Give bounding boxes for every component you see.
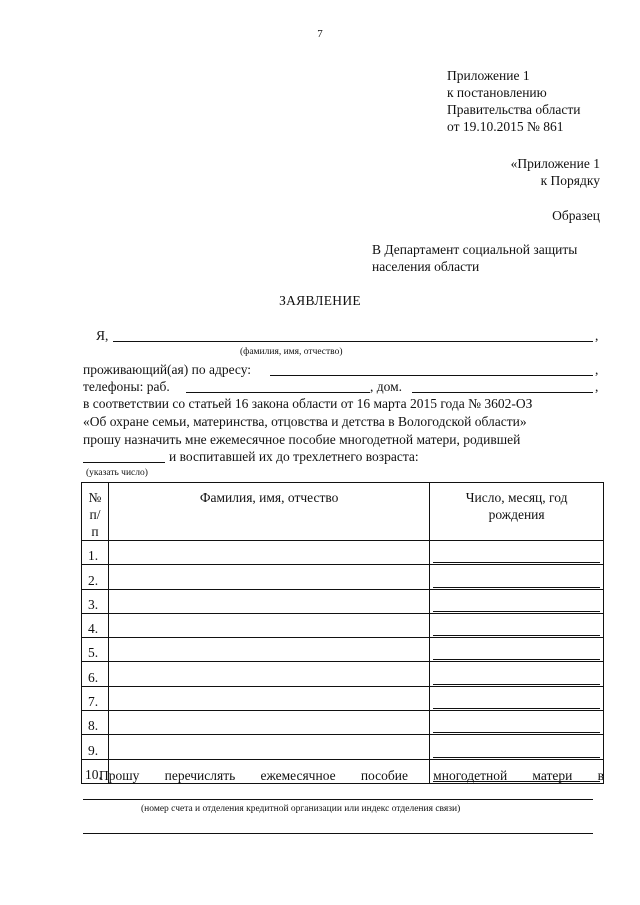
account-number-field[interactable]	[83, 799, 593, 800]
addressee	[372, 241, 612, 275]
table-row	[82, 565, 604, 589]
statement-line: прошу назначить мне ежемесячное пособие многодетной матери, родившей	[83, 432, 521, 447]
row-number: 7.	[82, 686, 109, 710]
child-name-cell[interactable]	[108, 565, 429, 589]
child-name-cell[interactable]	[108, 613, 429, 637]
child-name-cell[interactable]	[108, 541, 429, 565]
phone-home-label: , дом.	[370, 379, 403, 394]
table-header-row	[82, 483, 604, 541]
child-birthdate-cell[interactable]	[430, 686, 604, 710]
statement-line: «Об охране семьи, материнства, отцовства и детства в Вологодской области»	[83, 414, 527, 429]
children-count-field[interactable]	[83, 462, 165, 463]
table-row	[82, 686, 604, 710]
phone-comma: ,	[595, 379, 599, 394]
table-row	[82, 613, 604, 637]
table-row	[82, 711, 604, 735]
child-birthdate-cell[interactable]	[430, 565, 604, 589]
cell-underline	[433, 586, 600, 588]
row-number: 3.	[82, 589, 109, 613]
row-number: 2.	[82, 565, 109, 589]
document-title: ЗАЯВЛЕНИЕ	[279, 293, 361, 308]
table-row	[82, 638, 604, 662]
payment-request-text: Прошу перечислять ежемесячное пособие многодетной матери в	[99, 768, 604, 783]
child-name-cell[interactable]	[108, 638, 429, 662]
children-table	[81, 482, 604, 784]
cell-underline	[433, 683, 600, 685]
name-comma: ,	[595, 328, 599, 343]
row-number: 8.	[82, 711, 109, 735]
table-row	[82, 662, 604, 686]
phone-work-label: телефоны: раб.	[83, 379, 170, 394]
col-header-number: № п/п	[82, 483, 109, 541]
child-birthdate-cell[interactable]	[430, 541, 604, 565]
appendix-header-line: Приложение 1	[447, 68, 530, 83]
statement-line: и воспитавшей их до трехлетнего возраста:	[169, 449, 419, 464]
account-caption: (номер счета и отделения кредитной организации или индекс отделения связи)	[141, 804, 461, 814]
appendix-ref-line: к Порядку	[540, 173, 600, 188]
cell-underline	[433, 561, 600, 563]
child-birthdate-cell[interactable]	[430, 735, 604, 759]
page-number: 7	[317, 28, 323, 40]
child-birthdate-cell[interactable]	[430, 589, 604, 613]
row-number: 4.	[82, 613, 109, 637]
table-row	[82, 589, 604, 613]
statement-line: в соответствии со статьей 16 закона области от 16 марта 2015 года № 3602-ОЗ	[83, 396, 533, 411]
table-row	[82, 735, 604, 759]
name-caption: (фамилия, имя, отчество)	[240, 347, 343, 357]
child-birthdate-cell[interactable]	[430, 662, 604, 686]
cell-underline	[433, 731, 600, 733]
row-number: 10.	[82, 759, 109, 783]
appendix-ref-line: «Приложение 1	[510, 156, 600, 171]
col-header-birthdate: Число, месяц, год рождения	[430, 483, 604, 541]
appendix-ref	[440, 155, 600, 189]
address-label: проживающий(ая) по адресу:	[83, 362, 252, 377]
cell-underline	[433, 610, 600, 612]
address-field[interactable]	[270, 375, 593, 376]
child-birthdate-cell[interactable]	[430, 638, 604, 662]
address-comma: ,	[595, 362, 599, 377]
child-name-cell[interactable]	[108, 686, 429, 710]
phone-home-field[interactable]	[412, 392, 593, 393]
appendix-header	[447, 67, 617, 135]
row-number: 1.	[82, 541, 109, 565]
appendix-header-line: Правительства области	[447, 102, 581, 117]
appendix-header-line: от 19.10.2015 № 861	[447, 119, 564, 134]
sample-label: Образец	[552, 208, 600, 223]
cell-underline	[433, 707, 600, 709]
child-birthdate-cell[interactable]	[430, 711, 604, 735]
col-header-name: Фамилия, имя, отчество	[108, 483, 429, 541]
cell-underline	[433, 658, 600, 660]
addressee-line: В Департамент социальной защиты	[372, 242, 578, 257]
child-name-cell[interactable]	[108, 711, 429, 735]
row-number: 9.	[82, 735, 109, 759]
count-caption: (указать число)	[86, 468, 148, 478]
child-name-cell[interactable]	[108, 589, 429, 613]
table-row	[82, 541, 604, 565]
cell-underline	[433, 634, 600, 636]
full-name-field[interactable]	[113, 341, 593, 342]
child-name-cell[interactable]	[108, 735, 429, 759]
row-number: 6.	[82, 662, 109, 686]
child-birthdate-cell[interactable]	[430, 613, 604, 637]
cell-underline	[433, 756, 600, 758]
i-prefix: Я,	[96, 328, 109, 343]
row-number: 5.	[82, 638, 109, 662]
child-name-cell[interactable]	[108, 662, 429, 686]
appendix-header-line: к постановлению	[447, 85, 547, 100]
account-number-field-line2[interactable]	[83, 833, 593, 834]
phone-work-field[interactable]	[186, 392, 370, 393]
addressee-line: населения области	[372, 259, 480, 274]
